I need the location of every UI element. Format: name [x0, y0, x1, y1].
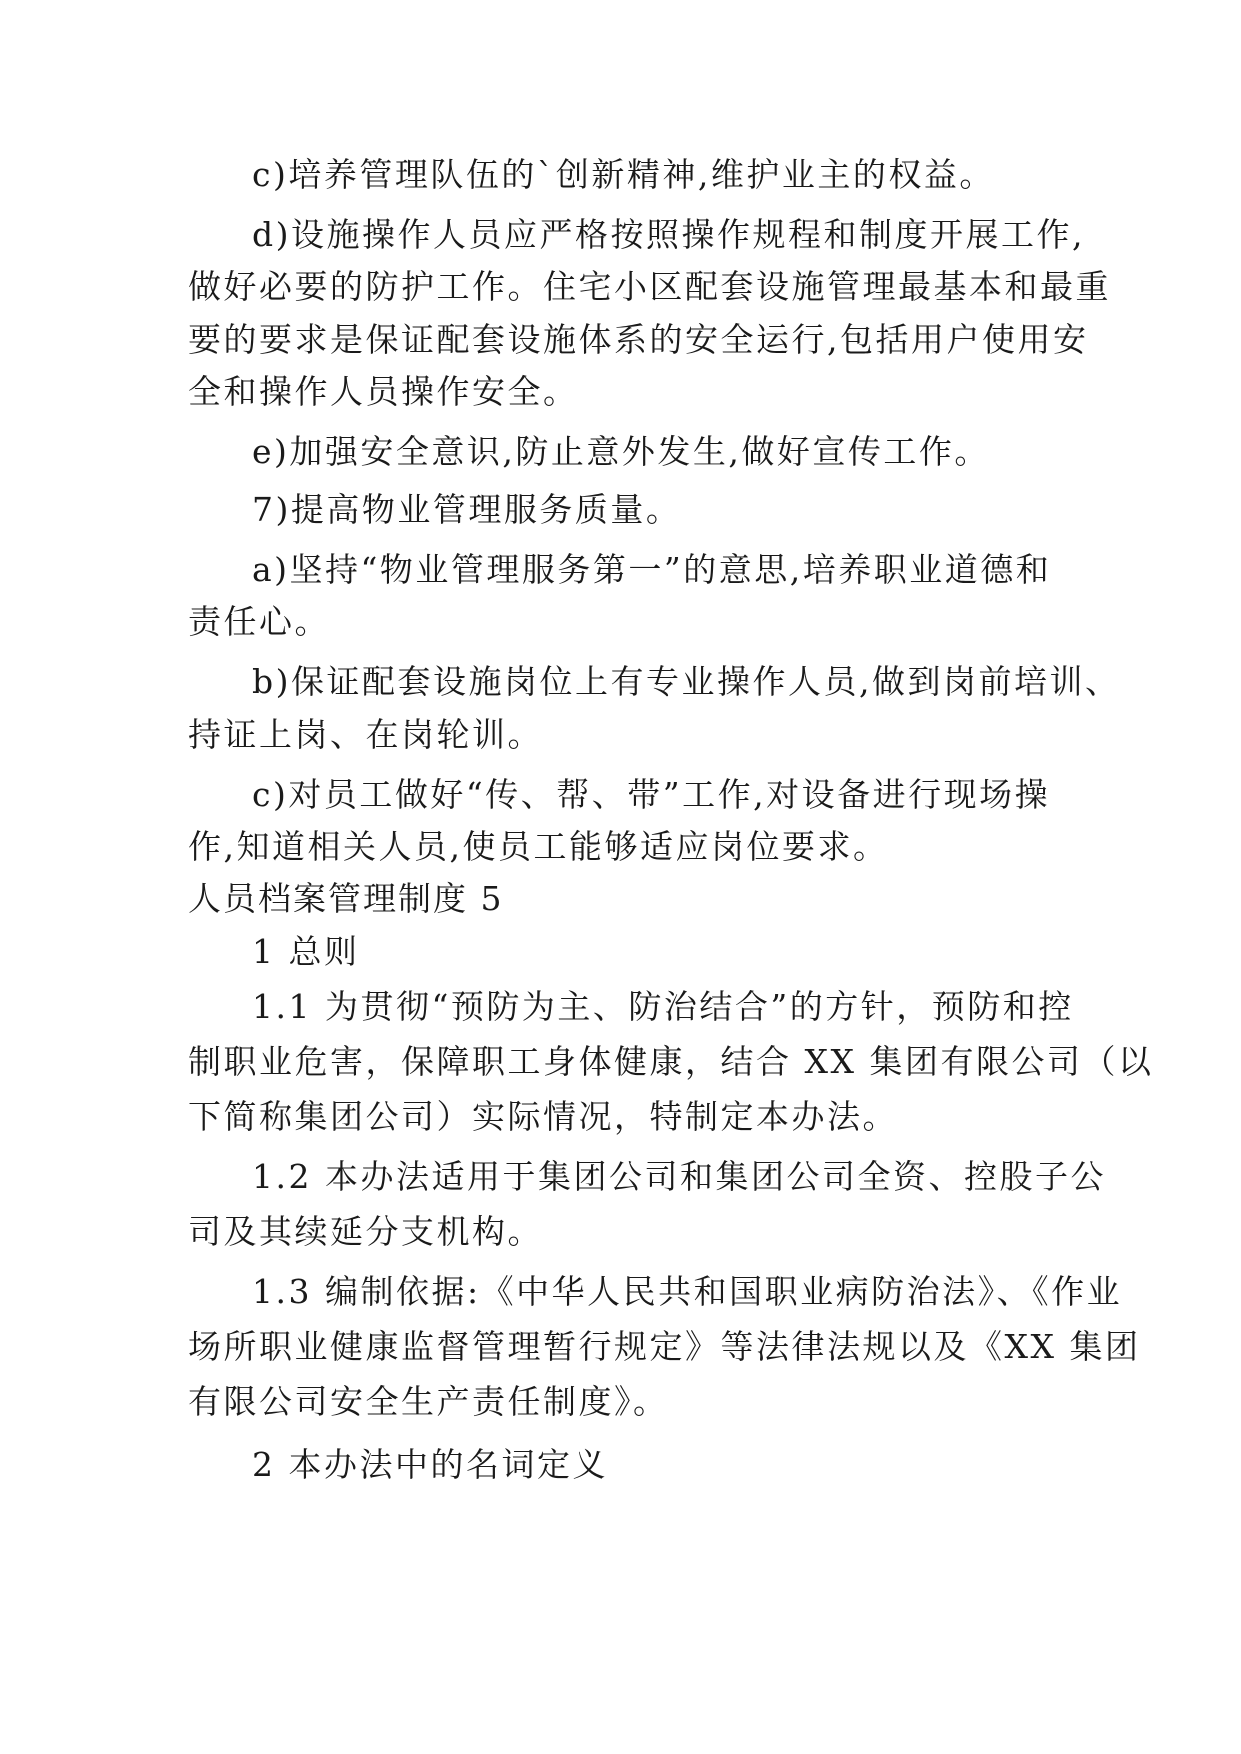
section-heading: 1 总则: [252, 932, 360, 971]
paragraph-line: 7)提高物业管理服务质量。: [252, 490, 682, 529]
paragraph-line: 场所职业健康监督管理暂行规定》等法律法规以及《XX 集团: [188, 1327, 1141, 1366]
paragraph-line: 司及其续延分支机构。: [188, 1212, 543, 1251]
paragraph-line: 有限公司安全生产责任制度》。: [188, 1382, 669, 1421]
paragraph-line: 下简称集团公司）实际情况，特制定本办法。: [188, 1097, 898, 1136]
paragraph-line: 做好必要的防护工作。住宅小区配套设施管理最基本和最重: [188, 267, 1111, 306]
paragraph-line: 1.1 为贯彻“预防为主、防治结合”的方针，预防和控: [252, 987, 1074, 1026]
paragraph-line: 作,知道相关人员,使员工能够适应岗位要求。: [188, 827, 889, 866]
paragraph-line: b)保证配套设施岗位上有专业操作人员,做到岗前培训、: [252, 662, 1121, 701]
paragraph-line: a)坚持“物业管理服务第一”的意思,培养职业道德和: [252, 550, 1052, 589]
paragraph-line: 1.2 本办法适用于集团公司和集团公司全资、控股子公: [252, 1157, 1106, 1196]
paragraph-line: 全和操作人员操作安全。: [188, 372, 579, 411]
section-title: 人员档案管理制度 5: [188, 879, 504, 918]
section-heading: 2 本办法中的名词定义: [252, 1445, 608, 1484]
paragraph-line: 持证上岗、在岗轮训。: [188, 715, 543, 754]
paragraph-line: 要的要求是保证配套设施体系的安全运行,包括用户使用安: [188, 320, 1089, 359]
paragraph-line: 责任心。: [188, 602, 330, 641]
paragraph-line: d)设施操作人员应严格按照操作规程和制度开展工作,: [252, 215, 1085, 254]
paragraph-line: c)对员工做好“传、帮、带”工作,对设备进行现场操: [252, 775, 1051, 814]
paragraph-line: c)培养管理队伍的`创新精神,维护业主的权益。: [252, 155, 995, 194]
paragraph-line: 制职业危害，保障职工身体健康，结合 XX 集团有限公司（以: [188, 1042, 1154, 1081]
paragraph-line: e)加强安全意识,防止意外发生,做好宣传工作。: [252, 432, 990, 471]
paragraph-line: 1.3 编制依据:《中华人民共和国职业病防治法》、《作业: [252, 1272, 1123, 1311]
